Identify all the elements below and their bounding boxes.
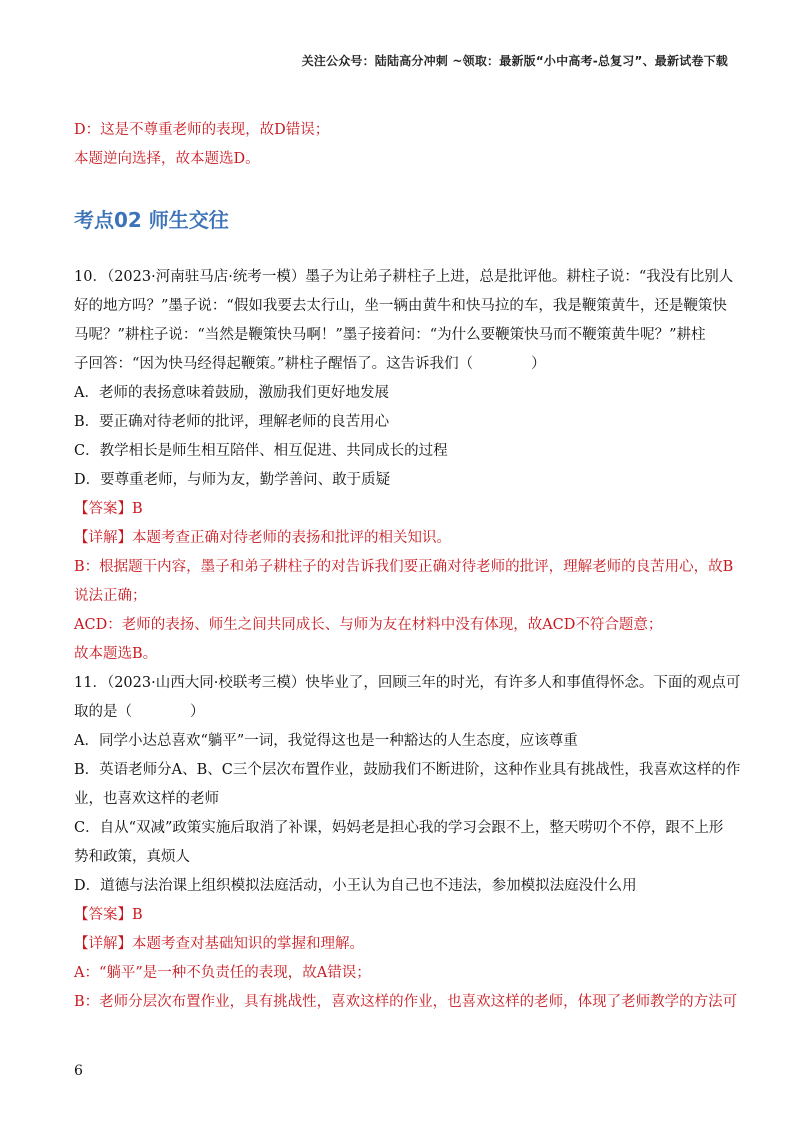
page-content [74, 116, 741, 1017]
q10-analysis-5: 故本题选B。 [74, 646, 158, 662]
q11-analysis-2: A：“躺平”是一种不负责任的表现，故A错误； [74, 965, 371, 981]
q10-answer: 【答案】B [74, 501, 143, 517]
page-header: 关注公众号：陆陆高分冲刺 ~领取：最新版“小中高考-总复习”、最新试卷下载 [301, 54, 728, 68]
q11-stem-line-1: 11．（2023·山西大同·校联考三模）快毕业了，回顾三年的时光，有许多人和事值得怀念。下面的观点可 [74, 675, 741, 691]
question-10 [74, 263, 734, 669]
q11-option-c: C．自从“双减”政策实施后取消了补课，妈妈老是担心我的学习会跟不上，整天唠叨个不停，跟不上形 [74, 820, 724, 836]
q10-analysis-1: 【详解】本题考查正确对待老师的表扬和批评的相关知识。 [74, 530, 451, 546]
q10-stem-line-1: 10．（2023·河南驻马店·统考一模）墨子为让弟子耕柱子上进，总是批评他。耕柱子说：“我没有比别人 [74, 269, 734, 285]
q11-stem-line-2: 取的是（ ） [74, 704, 205, 720]
q11-answer: 【答案】B [74, 907, 143, 923]
section-title: 考点02 师生交往 [74, 208, 229, 232]
q11-option-d: D．道德与法治课上组织模拟法庭活动，小王认为自己也不违法，参加模拟法庭没什么用 [74, 878, 637, 894]
q10-stem-line-2: 好的地方吗？”墨子说：“假如我要去太行山，坐一辆由黄牛和快马拉的车，我是鞭策黄牛，还是鞭策快 [74, 298, 727, 314]
q10-analysis-2: B：根据题干内容，墨子和弟子耕柱子的对告诉我们要正确对待老师的批评，理解老师的良苦用心，故B [74, 559, 734, 575]
q11-option-a: A．同学小达总喜欢“躺平”一词，我觉得这也是一种豁达的人生态度，应该尊重 [74, 733, 578, 749]
q11-analysis-1: 【详解】本题考查对基础知识的掌握和理解。 [74, 936, 364, 952]
intro-line-1: D：这是不尊重老师的表现，故D错误； [74, 122, 330, 138]
q11-option-b-cont: 业，也喜欢这样的老师 [74, 791, 219, 807]
q10-analysis-3: 说法正确； [74, 588, 147, 604]
q11-option-b: B．英语老师分A、B、C三个层次布置作业，鼓励我们不断进阶，这种作业具有挑战性，我喜欢这样的作 [74, 762, 741, 778]
q10-option-d: D．要尊重老师，与师为友，勤学善问、敢于质疑 [74, 472, 391, 488]
q10-stem-line-3: 马呢？”耕柱子说：“当然是鞭策快马啊！”墨子接着问：“为什么要鞭策快马而不鞭策黄牛呢？”耕柱 [74, 327, 706, 343]
q11-option-c-cont: 势和政策，真烦人 [74, 849, 190, 865]
q10-stem-line-4: 子回答：“因为快马经得起鞭策。”耕柱子醒悟了。这告诉我们（ ） [74, 356, 546, 372]
page-number: 6 [74, 1063, 83, 1079]
q10-option-c: C．教学相长是师生相互陪伴、相互促进、共同成长的过程 [74, 443, 448, 459]
q10-option-b: B．要正确对待老师的批评，理解老师的良苦用心 [74, 414, 390, 430]
question-11 [74, 669, 741, 1017]
q11-analysis-3: B：老师分层次布置作业，具有挑战性，喜欢这样的作业，也喜欢这样的老师，体现了老师教学的方法可 [74, 994, 738, 1010]
intro-line-2: 本题逆向选择，故本题选D。 [74, 151, 260, 167]
q10-analysis-4: ACD：老师的表扬、师生之间共同成长、与师为友在材料中没有体现，故ACD不符合题意； [74, 617, 663, 633]
q10-option-a: A．老师的表扬意味着鼓励，激励我们更好地发展 [74, 385, 389, 401]
